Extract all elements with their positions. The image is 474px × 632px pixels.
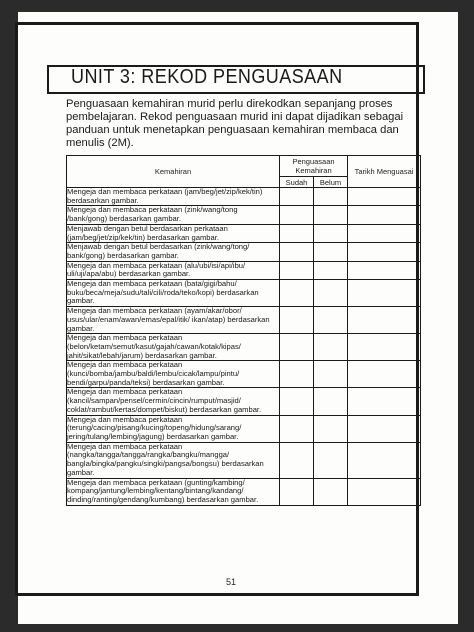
tarikh-cell[interactable]: [348, 206, 421, 224]
sudah-cell[interactable]: [280, 478, 314, 505]
skill-cell: Mengeja dan membaca perkataan (jam/beg/jet/zip/kek/tin) berdasarkan gambar.: [67, 188, 280, 206]
table-row: [67, 361, 421, 388]
belum-cell[interactable]: [314, 261, 348, 279]
tarikh-cell[interactable]: [348, 442, 421, 478]
belum-cell[interactable]: [314, 388, 348, 415]
intro-paragraph: Penguasaan kemahiran murid perlu direkodkan sepanjang proses pembelajaran. Rekod penguasaan murid ini dapat dijadikan sebagai panduan untuk menetapkan penguasaan kemahiran membaca dan menulis (2M).: [66, 98, 404, 149]
mastery-record-table: [66, 155, 421, 506]
tarikh-cell[interactable]: [348, 415, 421, 442]
belum-cell[interactable]: [314, 243, 348, 261]
header-belum: Belum: [314, 177, 348, 188]
belum-cell[interactable]: [314, 307, 348, 334]
page-title: UNIT 3: REKOD PENGUASAAN: [71, 66, 343, 88]
skill-cell: Mengeja dan membaca perkataan (bata/gigi/bahu/ buku/beca/meja/sudu/tali/cili/roda/teko/kopi) berdasarkan gambar.: [67, 280, 280, 307]
tarikh-cell[interactable]: [348, 388, 421, 415]
header-sudah: Sudah: [280, 177, 314, 188]
sudah-cell[interactable]: [280, 243, 314, 261]
belum-cell[interactable]: [314, 478, 348, 505]
skill-cell: Mengeja dan membaca perkataan (ayam/akar/obor/ usus/ular/enam/awan/emas/epal/itik/ ikan/atap) berdasarkan gambar.: [67, 307, 280, 334]
belum-cell[interactable]: [314, 206, 348, 224]
tarikh-cell[interactable]: [348, 224, 421, 242]
table-row: [67, 478, 421, 505]
table-row: [67, 415, 421, 442]
table-row: [67, 307, 421, 334]
belum-cell[interactable]: [314, 361, 348, 388]
sudah-cell[interactable]: [280, 261, 314, 279]
sudah-cell[interactable]: [280, 388, 314, 415]
table-row: [67, 243, 421, 261]
belum-cell[interactable]: [314, 224, 348, 242]
tarikh-cell[interactable]: [348, 188, 421, 206]
skill-cell: Mengeja dan membaca perkataan (belon/ketam/semut/kasut/gajah/cawan/kotak/kipas/ jahit/sikat/lebah/jarum) berdasarkan gambar.: [67, 334, 280, 361]
header-tarikh: Tarikh Menguasai: [348, 156, 421, 188]
table-row: [67, 334, 421, 361]
sudah-cell[interactable]: [280, 442, 314, 478]
tarikh-cell[interactable]: [348, 280, 421, 307]
table-row: [67, 206, 421, 224]
table-row: [67, 261, 421, 279]
belum-cell[interactable]: [314, 334, 348, 361]
table-row: [67, 188, 421, 206]
skill-cell: Mengeja dan membaca perkataan (alu/ubi/isi/api/ibu/ uli/uji/apa/abu) berdasarkan gambar.: [67, 261, 280, 279]
page-number: 51: [226, 577, 237, 587]
skill-cell: Menjawab dengan betul berdasarkan perkataan (jam/beg/jet/zip/kek/tin) berdasarkan gambar.: [67, 224, 280, 242]
tarikh-cell[interactable]: [348, 261, 421, 279]
tarikh-cell[interactable]: [348, 361, 421, 388]
header-kemahiran: Kemahiran: [67, 156, 280, 188]
tarikh-cell[interactable]: [348, 307, 421, 334]
table-row: [67, 388, 421, 415]
sudah-cell[interactable]: [280, 334, 314, 361]
sudah-cell[interactable]: [280, 280, 314, 307]
sudah-cell[interactable]: [280, 361, 314, 388]
sudah-cell[interactable]: [280, 415, 314, 442]
belum-cell[interactable]: [314, 188, 348, 206]
skill-cell: Mengeja dan membaca perkataan (kancil/sampan/pensel/cermin/cincin/rumput/masjid/ coklat/rambut/kertas/dompet/biskut) berdasarkan gambar.: [67, 388, 280, 415]
tarikh-cell[interactable]: [348, 243, 421, 261]
tarikh-cell[interactable]: [348, 334, 421, 361]
sudah-cell[interactable]: [280, 188, 314, 206]
skill-cell: Mengeja dan membaca perkataan (zink/wang/tong /bank/gong) berdasarkan gambar.: [67, 206, 280, 224]
belum-cell[interactable]: [314, 442, 348, 478]
belum-cell[interactable]: [314, 280, 348, 307]
skill-cell: Mengeja dan membaca perkataan (nangka/tangga/tangga/rangka/bangku/mangga/ bangla/bingka/pangku/singki/pangsa/bongsu) berdasarkan gambar.: [67, 442, 280, 478]
table-row: [67, 280, 421, 307]
sudah-cell[interactable]: [280, 206, 314, 224]
table-row: [67, 224, 421, 242]
skill-cell: Mengeja dan membaca perkataan (kunci/bomba/jambu/baldi/lembu/cicak/lampu/pintu/ bendi/garpu/panda/teksi) berdasarkan gambar.: [67, 361, 280, 388]
header-penguasaan: Penguasaan Kemahiran: [280, 156, 348, 177]
table-row: [67, 442, 421, 478]
sudah-cell[interactable]: [280, 224, 314, 242]
skill-cell: Mengeja dan membaca perkataan (terung/cacing/pisang/kucing/topeng/hidung/sarang/ jering/tulang/lembing/jagung) berdasarkan gambar.: [67, 415, 280, 442]
skill-cell: Menjawab dengan betul berdasarkan (zink/wang/tong/ bank/gong) berdasarkan gambar.: [67, 243, 280, 261]
belum-cell[interactable]: [314, 415, 348, 442]
tarikh-cell[interactable]: [348, 478, 421, 505]
sudah-cell[interactable]: [280, 307, 314, 334]
skill-cell: Mengeja dan membaca perkataan (gunting/kambing/ kompang/jantung/lembing/kentang/bintang/kandang/ dinding/ranting/gendang/kumbang) berdasarkan gambar.: [67, 478, 280, 505]
